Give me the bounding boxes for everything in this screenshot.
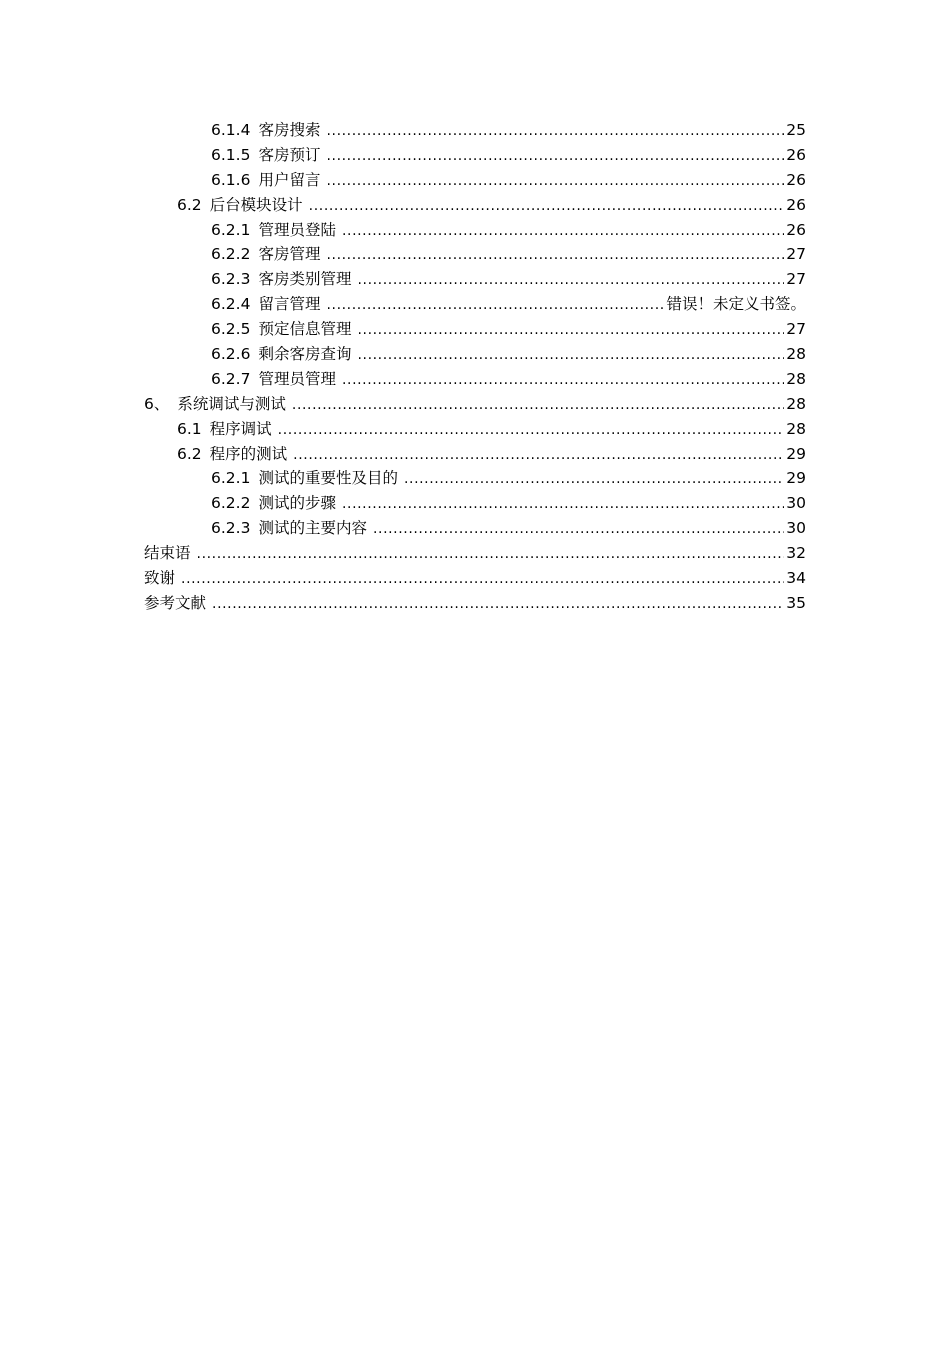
toc-entry-number: 6.2.3 [211, 519, 251, 538]
toc-entry[interactable] [211, 118, 806, 143]
dot-leader [309, 198, 785, 214]
toc-entry[interactable] [177, 193, 806, 218]
dot-leader [181, 571, 784, 587]
toc-entry-title: 客房预订 [258, 145, 321, 164]
toc-entry[interactable] [144, 591, 806, 616]
toc-entry[interactable] [211, 218, 806, 243]
toc-entry[interactable] [211, 168, 806, 193]
dot-leader [404, 471, 784, 487]
toc-entry-page: 25 [786, 121, 806, 139]
toc-entry-page: 28 [786, 419, 806, 438]
toc-entry-title: 管理员登陆 [258, 220, 336, 239]
toc-entry[interactable] [211, 466, 806, 491]
toc-entry[interactable] [211, 317, 806, 342]
toc-entry-page: 29 [786, 444, 806, 463]
dot-leader [293, 447, 784, 463]
toc-entry-page: 27 [786, 245, 806, 264]
toc-entry-title: 结束语 [144, 544, 191, 563]
toc-entry-page: 26 [786, 170, 806, 189]
toc-entry-page: 26 [786, 145, 806, 164]
toc-entry[interactable] [211, 292, 806, 317]
toc-entry-number: 6.1.4 [211, 121, 251, 139]
toc-entry-number: 6.1.6 [211, 170, 251, 189]
toc-entry-page: 错误！未定义书签。 [666, 295, 806, 314]
toc-entry[interactable] [211, 367, 806, 392]
toc-entry-number: 6.2 [177, 444, 202, 463]
toc-entry-title: 管理员管理 [258, 369, 336, 388]
toc-entry-title: 用户留言 [258, 170, 321, 189]
toc-entry-number: 6.2.2 [211, 245, 251, 264]
toc-entry-title: 测试的主要内容 [258, 519, 367, 538]
dot-leader [342, 496, 784, 512]
dot-leader [342, 223, 784, 239]
toc-entry[interactable] [211, 491, 806, 516]
toc-entry-page: 35 [786, 593, 806, 612]
toc-entry-page: 30 [786, 519, 806, 538]
dot-leader [326, 297, 664, 313]
toc-entry-number: 6.1.5 [211, 145, 251, 164]
dot-leader [373, 521, 784, 537]
dot-leader [326, 123, 784, 139]
dot-leader [212, 596, 784, 612]
toc-entry-title: 程序调试 [209, 419, 272, 438]
dot-leader [357, 272, 784, 288]
toc-entry-number: 6.2.5 [211, 320, 251, 339]
toc-entry-page: 28 [786, 345, 806, 364]
toc-entry-page: 26 [786, 195, 806, 214]
dot-leader [278, 422, 785, 438]
toc-entry-page: 29 [786, 469, 806, 488]
toc-entry-number: 6.2.6 [211, 345, 251, 364]
dot-leader [326, 173, 784, 189]
table-of-contents [0, 118, 950, 616]
toc-entry-number: 6.2.1 [211, 469, 251, 488]
toc-entry[interactable] [144, 392, 806, 417]
toc-entry-number: 6.2.2 [211, 494, 251, 513]
toc-entry-page: 28 [786, 369, 806, 388]
toc-entry-page: 26 [786, 220, 806, 239]
toc-entry-title: 客房类别管理 [258, 270, 352, 289]
toc-entry-title: 参考文献 [144, 593, 207, 612]
toc-entry-number: 6.1 [177, 419, 202, 438]
toc-entry-page: 34 [786, 569, 806, 588]
toc-entry[interactable] [177, 417, 806, 442]
toc-entry-title: 后台模块设计 [209, 195, 303, 214]
toc-entry[interactable] [144, 566, 806, 591]
toc-entry-title: 客房搜索 [258, 121, 321, 139]
toc-entry-title: 测试的重要性及目的 [258, 469, 398, 488]
toc-entry-page: 30 [786, 494, 806, 513]
toc-entry-number: 6.2.3 [211, 270, 251, 289]
toc-entry-number: 6.2.7 [211, 369, 251, 388]
toc-entry-page: 32 [786, 544, 806, 563]
toc-entry-page: 28 [786, 394, 806, 413]
toc-entry[interactable] [211, 516, 806, 541]
toc-entry-page: 27 [786, 270, 806, 289]
toc-entry-page: 27 [786, 320, 806, 339]
dot-leader [357, 347, 784, 363]
toc-entry-title: 程序的测试 [209, 444, 288, 463]
dot-leader [342, 372, 784, 388]
toc-entry[interactable] [211, 267, 806, 292]
toc-entry[interactable] [211, 342, 806, 367]
dot-leader [197, 546, 785, 562]
toc-entry[interactable] [211, 242, 806, 267]
toc-entry-title: 预定信息管理 [258, 320, 352, 339]
toc-entry-number: 6.2.4 [211, 295, 251, 314]
toc-entry-title: 剩余客房查询 [258, 345, 352, 364]
toc-entry[interactable] [211, 143, 806, 168]
toc-entry-number: 6、 [144, 394, 170, 413]
toc-entry-title: 系统调试与测试 [177, 394, 286, 413]
toc-entry[interactable] [177, 442, 806, 467]
toc-entry-title: 留言管理 [258, 295, 321, 314]
dot-leader [326, 148, 784, 164]
toc-entry-number: 6.2 [177, 195, 202, 214]
toc-entry-title: 客房管理 [258, 245, 321, 264]
dot-leader [357, 322, 784, 338]
toc-entry-number: 6.2.1 [211, 220, 251, 239]
dot-leader [326, 247, 784, 263]
dot-leader [292, 397, 784, 413]
toc-entry-title: 致谢 [144, 569, 176, 588]
toc-entry[interactable] [144, 541, 806, 566]
toc-entry-title: 测试的步骤 [258, 494, 336, 513]
